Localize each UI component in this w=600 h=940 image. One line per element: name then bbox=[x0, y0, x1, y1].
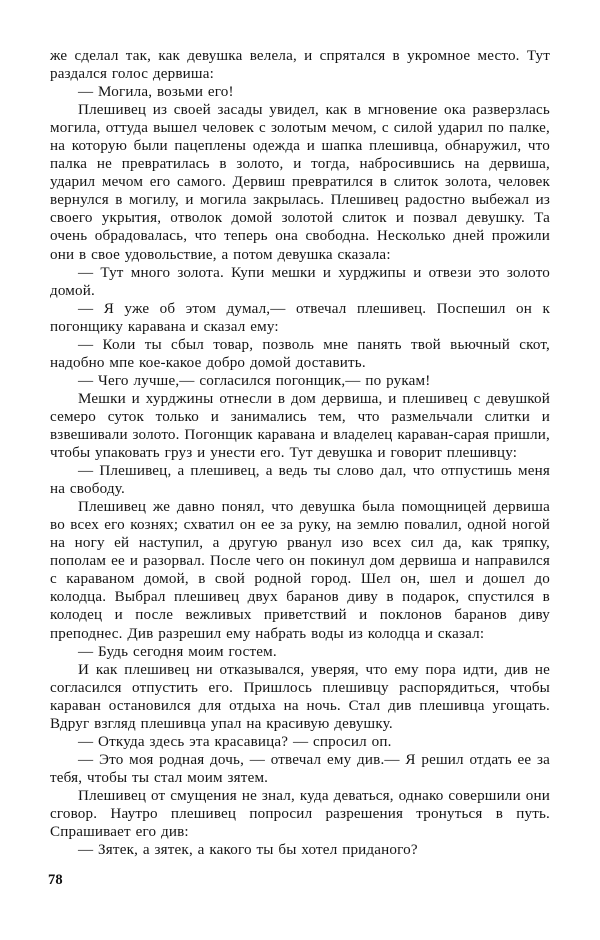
paragraph: Плешивец же давно понял, что девушка была помощницей дервиша во всех его кознях; схватил он ее за руку, на землю повалил, одной ногой на ногу ей наступил, а другую рванул изо всех сил да, как тряпку, пополам ее и разорвал. После чего он покинул дом дервиша и направился с караваном домой, в свой родной город. Шел он, шел и дошел до колодца. Выбрал плешивец двух баранов диву в подарок, спустился в колодец и после вежливых приветствий и поклонов баранов диву преподнес. Див разрешил ему набрать воды из колодца и сказал: bbox=[50, 499, 550, 642]
dialogue-line: — Я уже об этом думал,— отвечал плешивец. Поспешил он к погонщику каравана и сказал ему: bbox=[50, 300, 550, 335]
dialogue-line: — Зятек, а зятек, а какого ты бы хотел приданого? bbox=[78, 842, 418, 859]
paragraph: же сделал так, как девушка велела, и спрятался в укромное место. Тут раздался голос дервиша: bbox=[50, 48, 550, 83]
dialogue-line: — Коли ты сбыл товар, позволь мне панять твой вьючный скот, надобно мпе кое-какое добро домой доставить. bbox=[50, 336, 550, 371]
dialogue-line: — Могила, возьми его! bbox=[78, 84, 234, 101]
dialogue-line: — Будь сегодня моим гостем. bbox=[78, 643, 277, 660]
paragraph: Мешки и хурджины отнесли в дом дервиша, и плешивец с девушкой семеро суток только и занимались тем, что размельчали слитки и взвешивали золото. Погонщик каравана и владелец караван-сарая пришли, чтобы упаковать груз и унести его. Тут девушка и говорит плешивцу: bbox=[50, 390, 551, 462]
paragraph: И как плешивец ни отказывался, уверяя, что ему пора идти, див не согласился отпустить его. Пришлось плешивцу распорядиться, чтобы караван остановился для отдыха на ночь. Стал див плешивца угощать. Вдруг взгляд плешивца упал на красивую девушку. bbox=[50, 661, 550, 732]
paragraph: Плешивец из своей засады увидел, как в мгновение ока разверзлась могила, оттуда вышел человек с золотым мечом, с силой ударил по палке, на которую были пацеплены одежда и шапка плешивца, обнаружил, что палка не превратилась в золото, и тогда, набросившись на дервиша, ударил мечом его самого. Дервиш превратился в слиток золота, человек вернулся в могилу, и могила закрылась. Плешивец радостно выбежал из своего укрытия, отволок домой золотой слиток и позвал девушку. Та очень обрадовалась, что теперь она свободна. Несколько дней прожили они в свое удовольствие, а потом девушка сказала: bbox=[50, 102, 550, 263]
page-text-block bbox=[50, 47, 550, 859]
dialogue-line: — Чего лучше,— согласился погонщик,— по рукам! bbox=[78, 372, 431, 389]
dialogue-line: — Это моя родная дочь, — отвечал ему див.— Я решил отдать ее за тебя, чтобы ты стал моим зятем. bbox=[50, 751, 550, 786]
page-number: 78 bbox=[48, 872, 63, 888]
paragraph: Плешивец от смущения не знал, куда деваться, однако совершили они сговор. Наутро плешивец попросил разрешения тронуться в путь. Спрашивает его див: bbox=[50, 787, 550, 841]
dialogue-line: — Тут много золота. Купи мешки и хурджипы и отвези это золото домой. bbox=[50, 264, 550, 299]
dialogue-line: — Плешивец, а плешивец, а ведь ты слово дал, что отпустишь меня на свободу. bbox=[50, 463, 550, 498]
dialogue-line: — Откуда здесь эта красавица? — спросил оп. bbox=[78, 733, 392, 750]
